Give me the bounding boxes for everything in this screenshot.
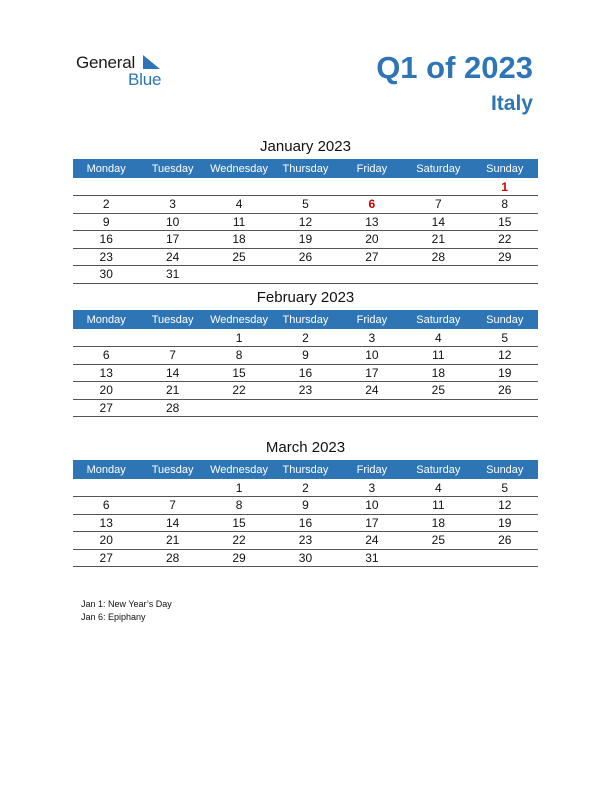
- empty-day-cell: [472, 399, 538, 417]
- weekday-header: Saturday: [405, 159, 471, 178]
- day-cell: 18: [405, 364, 471, 382]
- day-cell: 11: [405, 497, 471, 515]
- week-row: [73, 266, 538, 284]
- holiday-list-item: Jan 6: Epiphany: [81, 612, 146, 622]
- day-cell: 20: [73, 382, 139, 400]
- week-row: [73, 497, 538, 515]
- week-row: [73, 329, 538, 347]
- holiday-day-cell: 1: [472, 178, 538, 196]
- day-cell: 18: [405, 514, 471, 532]
- day-cell: 16: [73, 231, 139, 249]
- day-cell: 19: [472, 364, 538, 382]
- day-cell: 23: [272, 382, 338, 400]
- day-cell: 5: [472, 329, 538, 347]
- day-cell: 27: [73, 399, 139, 417]
- empty-day-cell: [405, 178, 471, 196]
- day-cell: 25: [405, 382, 471, 400]
- day-cell: 10: [339, 497, 405, 515]
- day-cell: 22: [206, 532, 272, 550]
- day-cell: 6: [73, 497, 139, 515]
- day-cell: 4: [206, 196, 272, 214]
- holiday-list: [81, 598, 172, 624]
- weekday-header: Thursday: [272, 159, 338, 178]
- day-cell: 12: [472, 347, 538, 365]
- day-cell: 20: [339, 231, 405, 249]
- day-cell: 17: [339, 364, 405, 382]
- logo-triangle-icon: [143, 55, 160, 69]
- week-row: [73, 248, 538, 266]
- day-cell: 29: [472, 248, 538, 266]
- day-cell: 13: [73, 364, 139, 382]
- day-cell: 12: [272, 213, 338, 231]
- day-cell: 21: [139, 382, 205, 400]
- day-cell: 22: [472, 231, 538, 249]
- logo-word-blue: Blue: [128, 70, 162, 89]
- day-cell: 16: [272, 514, 338, 532]
- weekday-header-row: [73, 310, 538, 329]
- weekday-header-row: [73, 159, 538, 178]
- weekday-header: Wednesday: [206, 159, 272, 178]
- empty-day-cell: [272, 399, 338, 417]
- week-row: [73, 479, 538, 497]
- day-cell: 8: [206, 497, 272, 515]
- weekday-header: Wednesday: [206, 460, 272, 479]
- day-cell: 7: [139, 347, 205, 365]
- day-cell: 7: [139, 497, 205, 515]
- weekday-header: Friday: [339, 310, 405, 329]
- day-cell: 28: [405, 248, 471, 266]
- day-cell: 28: [139, 549, 205, 567]
- month-title: January 2023: [260, 138, 351, 155]
- week-row: [73, 549, 538, 567]
- empty-day-cell: [139, 479, 205, 497]
- day-cell: 10: [339, 347, 405, 365]
- empty-day-cell: [272, 266, 338, 284]
- day-cell: 24: [339, 382, 405, 400]
- day-cell: 12: [472, 497, 538, 515]
- empty-day-cell: [339, 399, 405, 417]
- weekday-header: Saturday: [405, 460, 471, 479]
- day-cell: 10: [139, 213, 205, 231]
- weekday-header: Thursday: [272, 460, 338, 479]
- weekday-header: Tuesday: [139, 310, 205, 329]
- day-cell: 9: [272, 497, 338, 515]
- day-cell: 2: [272, 479, 338, 497]
- day-cell: 14: [139, 364, 205, 382]
- week-row: [73, 364, 538, 382]
- week-row: [73, 399, 538, 417]
- weekday-header: Monday: [73, 310, 139, 329]
- empty-day-cell: [405, 549, 471, 567]
- month-title: March 2023: [265, 439, 346, 456]
- weekday-header-row: [73, 460, 538, 479]
- weekday-header: Monday: [73, 460, 139, 479]
- holiday-day-cell: 6: [339, 196, 405, 214]
- day-cell: 30: [272, 549, 338, 567]
- empty-day-cell: [405, 399, 471, 417]
- week-row: [73, 382, 538, 400]
- day-cell: 5: [272, 196, 338, 214]
- day-cell: 23: [272, 532, 338, 550]
- week-row: [73, 514, 538, 532]
- day-cell: 2: [272, 329, 338, 347]
- empty-day-cell: [339, 178, 405, 196]
- month-february: [73, 288, 538, 417]
- empty-day-cell: [139, 329, 205, 347]
- week-row: [73, 532, 538, 550]
- weekday-header: Tuesday: [139, 159, 205, 178]
- weekday-header: Saturday: [405, 310, 471, 329]
- logo-word-general: General: [76, 53, 136, 72]
- day-cell: 1: [206, 479, 272, 497]
- day-cell: 14: [139, 514, 205, 532]
- day-cell: 21: [139, 532, 205, 550]
- day-cell: 19: [272, 231, 338, 249]
- weekday-header: Sunday: [472, 159, 538, 178]
- empty-day-cell: [339, 266, 405, 284]
- week-row: [73, 347, 538, 365]
- weekday-header: Sunday: [472, 310, 538, 329]
- calendar-table: [73, 159, 538, 284]
- day-cell: 8: [472, 196, 538, 214]
- day-cell: 7: [405, 196, 471, 214]
- day-cell: 9: [272, 347, 338, 365]
- day-cell: 3: [339, 479, 405, 497]
- day-cell: 3: [339, 329, 405, 347]
- day-cell: 13: [339, 213, 405, 231]
- month-january: [73, 137, 538, 284]
- day-cell: 15: [472, 213, 538, 231]
- empty-day-cell: [206, 178, 272, 196]
- weekday-header: Friday: [339, 159, 405, 178]
- day-cell: 6: [73, 347, 139, 365]
- weekday-header: Monday: [73, 159, 139, 178]
- empty-day-cell: [73, 479, 139, 497]
- day-cell: 24: [139, 248, 205, 266]
- empty-day-cell: [206, 399, 272, 417]
- weekday-header: Tuesday: [139, 460, 205, 479]
- empty-day-cell: [405, 266, 471, 284]
- day-cell: 18: [206, 231, 272, 249]
- day-cell: 29: [206, 549, 272, 567]
- day-cell: 27: [73, 549, 139, 567]
- day-cell: 26: [472, 382, 538, 400]
- day-cell: 14: [405, 213, 471, 231]
- day-cell: 1: [206, 329, 272, 347]
- day-cell: 19: [472, 514, 538, 532]
- day-cell: 4: [405, 479, 471, 497]
- empty-day-cell: [472, 266, 538, 284]
- day-cell: 28: [139, 399, 205, 417]
- empty-day-cell: [139, 178, 205, 196]
- day-cell: 21: [405, 231, 471, 249]
- day-cell: 11: [206, 213, 272, 231]
- day-cell: 20: [73, 532, 139, 550]
- day-cell: 15: [206, 364, 272, 382]
- day-cell: 15: [206, 514, 272, 532]
- day-cell: 8: [206, 347, 272, 365]
- day-cell: 26: [472, 532, 538, 550]
- empty-day-cell: [272, 178, 338, 196]
- country-name: Italy: [490, 92, 533, 115]
- calendar-table: [73, 310, 538, 417]
- week-row: [73, 178, 538, 196]
- empty-day-cell: [472, 549, 538, 567]
- day-cell: 4: [405, 329, 471, 347]
- day-cell: 11: [405, 347, 471, 365]
- weekday-header: Friday: [339, 460, 405, 479]
- day-cell: 5: [472, 479, 538, 497]
- month-title: February 2023: [256, 289, 355, 306]
- week-row: [73, 213, 538, 231]
- weekday-header: Sunday: [472, 460, 538, 479]
- day-cell: 25: [206, 248, 272, 266]
- day-cell: 24: [339, 532, 405, 550]
- day-cell: 25: [405, 532, 471, 550]
- empty-day-cell: [73, 329, 139, 347]
- empty-day-cell: [73, 178, 139, 196]
- day-cell: 31: [339, 549, 405, 567]
- day-cell: 17: [139, 231, 205, 249]
- empty-day-cell: [206, 266, 272, 284]
- day-cell: 22: [206, 382, 272, 400]
- holiday-list-item: Jan 1: New Year’s Day: [81, 599, 172, 609]
- day-cell: 30: [73, 266, 139, 284]
- day-cell: 2: [73, 196, 139, 214]
- month-march: [73, 438, 538, 567]
- day-cell: 17: [339, 514, 405, 532]
- day-cell: 31: [139, 266, 205, 284]
- day-cell: 3: [139, 196, 205, 214]
- day-cell: 27: [339, 248, 405, 266]
- day-cell: 23: [73, 248, 139, 266]
- page-title: Q1 of 2023: [376, 50, 533, 85]
- weekday-header: Wednesday: [206, 310, 272, 329]
- day-cell: 26: [272, 248, 338, 266]
- day-cell: 13: [73, 514, 139, 532]
- calendar-table: [73, 460, 538, 567]
- week-row: [73, 196, 538, 214]
- week-row: [73, 231, 538, 249]
- weekday-header: Thursday: [272, 310, 338, 329]
- general-blue-logo: [76, 52, 186, 88]
- day-cell: 9: [73, 213, 139, 231]
- day-cell: 16: [272, 364, 338, 382]
